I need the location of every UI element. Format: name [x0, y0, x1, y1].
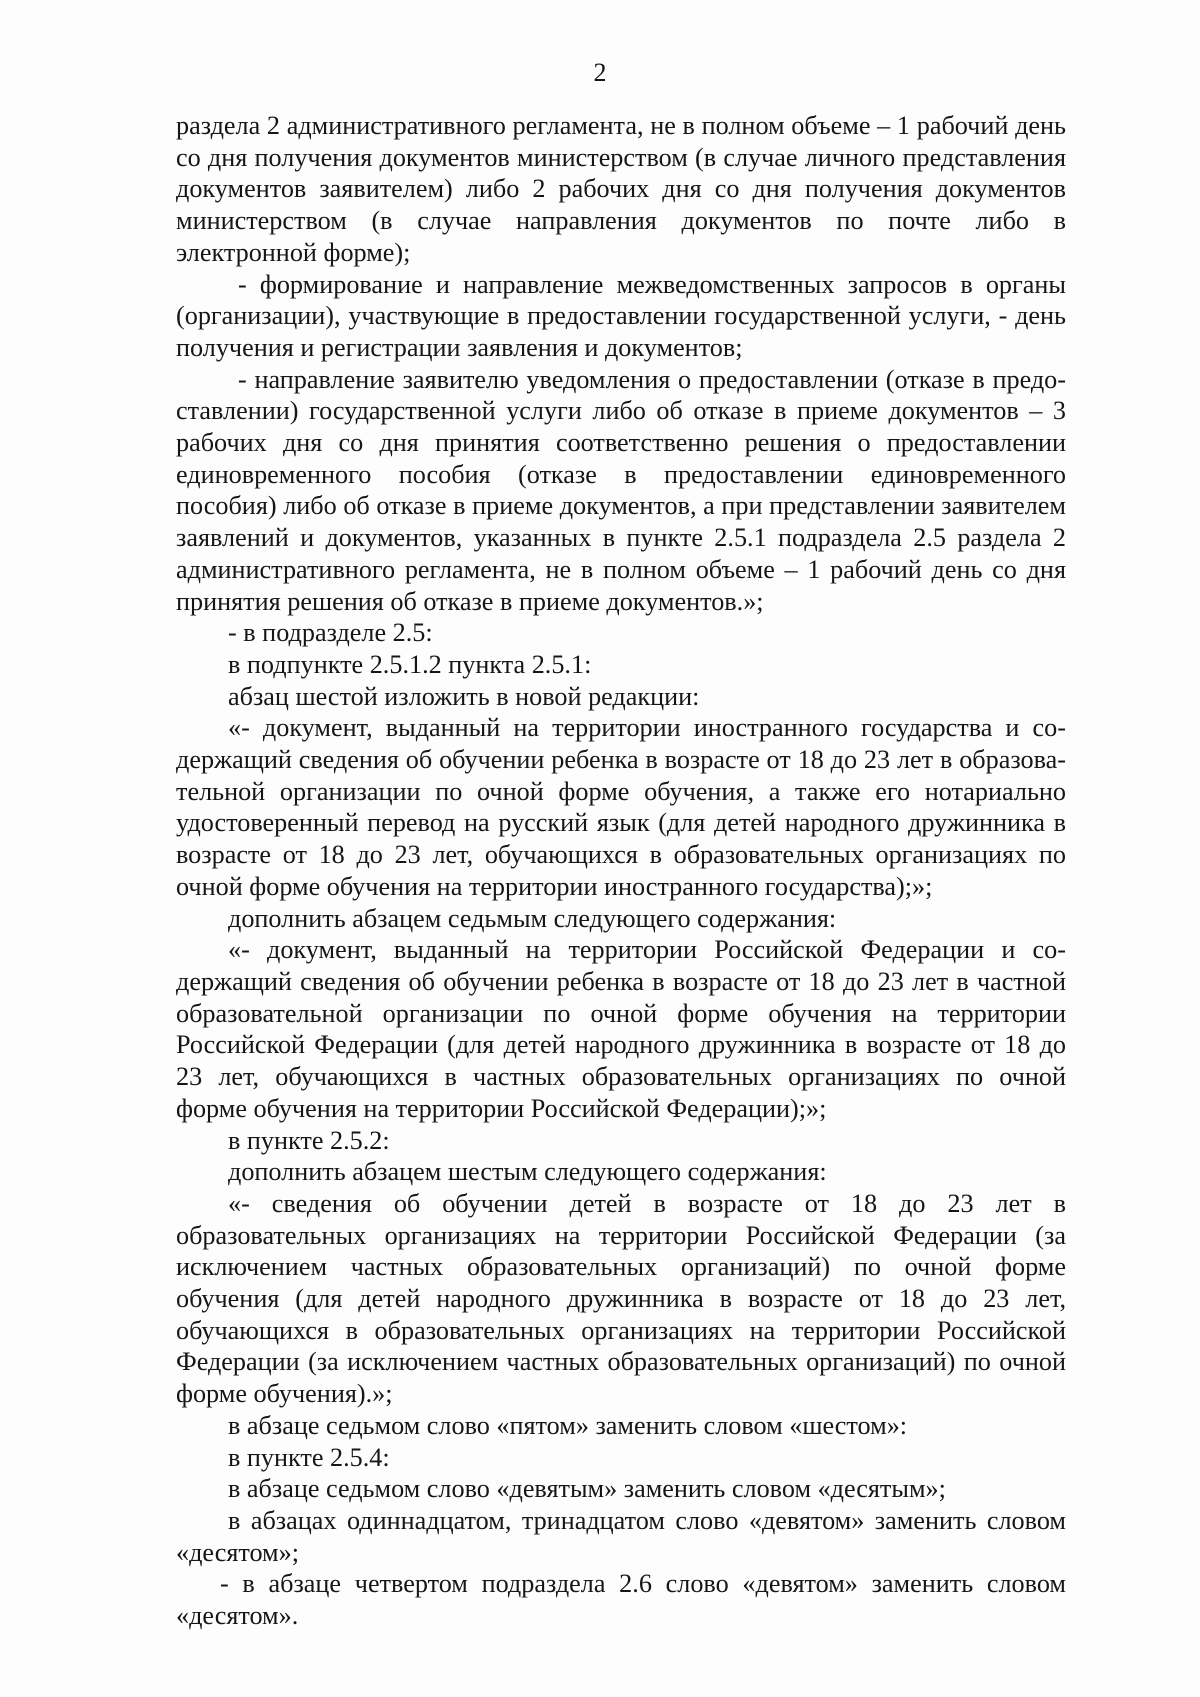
paragraph-10: в пункте 2.5.2:: [228, 1125, 390, 1155]
paragraph-4: - в подразделе 2.5:: [228, 618, 433, 648]
paragraph-9: «- документ, выданный на территории Российской Федерации и содержащий сведения об обучении ребенка в возрасте от 18 до 23 лет в частной образовательной организации по очной форме обучения на территории Российской Федерации (для детей народного дружинника в возрасте от 18 до 23 лет, обучающихся в частных образовательных организациях по очной форме обучения на территории Российской Федерации);»;: [176, 935, 1066, 1123]
paragraph-12: «- сведения об обучении детей в возрасте от 18 до 23 лет в образовательных организациях на территории Российской Федерации (за исключением частных образовательных организаций) по очной форме обучения (для детей народного дружинника в возрасте от 18 до 23 лет, обучающихся в образовательных организациях на территории Российской Федерации (за исключением частных образовательных организаций) по очной форме обучения).»;: [176, 1188, 1066, 1409]
paragraph-3: - направление заявителю уведомления о предоставлении (отказе в предоставлении) государственной услуги либо об отказе в приеме документов – 3 рабочих дня со дня принятия соответственно решения о предоставлении единовременного пособия (отказе в предоставлении единовременного пособия) либо об отказе в приеме документов, а при представлении заявителем заявлений и документов, указанных в пункте 2.5.1 подраздела 2.5 раздела 2 административного регламента, не в полном объеме – 1 рабочий день со дня принятия решения об отказе в приеме документов.»;: [176, 364, 1066, 616]
paragraph-8: дополнить абзацем седьмым следующего содержания:: [228, 903, 837, 933]
document-body: [176, 110, 1066, 1632]
paragraph-14: в пункте 2.5.4:: [228, 1442, 390, 1472]
paragraph-16: в абзацах одиннадцатом, тринадцатом слово «девятом» заменить словом «десятом»;: [176, 1505, 1066, 1567]
page-number: 2: [593, 58, 607, 87]
paragraph-17: - в абзаце четвертом подраздела 2.6 слово «девятом» заменить словом «десятом».: [176, 1569, 1066, 1631]
paragraph-7: «- документ, выданный на территории иностранного государства и содержащий сведения об обучении ребенка в возрасте от 18 до 23 лет в образовательной организации по очной форме обучения, а также его нотариально удостоверенный перевод на русский язык (для детей народного дружинника в возрасте от 18 до 23 лет, обучающихся в образовательных организациях по очной форме обучения на территории иностранного государства);»;: [176, 713, 1066, 901]
paragraph-11: дополнить абзацем шестым следующего содержания:: [228, 1157, 827, 1187]
paragraph-15: в абзаце седьмом слово «девятым» заменить словом «десятым»;: [228, 1474, 946, 1504]
paragraph-6: абзац шестой изложить в новой редакции:: [228, 681, 700, 711]
paragraph-5: в подпункте 2.5.1.2 пункта 2.5.1:: [228, 649, 592, 679]
paragraph-2: - формирование и направление межведомственных запросов в органы (организации), участвующие в предоставлении государственной услуги, - день получения и регистрации заявления и документов;: [176, 269, 1066, 362]
paragraph-1: раздела 2 административного регламента, не в полном объеме – 1 рабочий день со дня получения документов министерством (в случае личного представления документов заявителем) либо 2 рабочих дня со дня получения документов министерством (в случае направления документов по почте либо в электронной форме);: [176, 111, 1066, 267]
paragraph-13: в абзаце седьмом слово «пятом» заменить словом «шестом»:: [228, 1410, 908, 1440]
